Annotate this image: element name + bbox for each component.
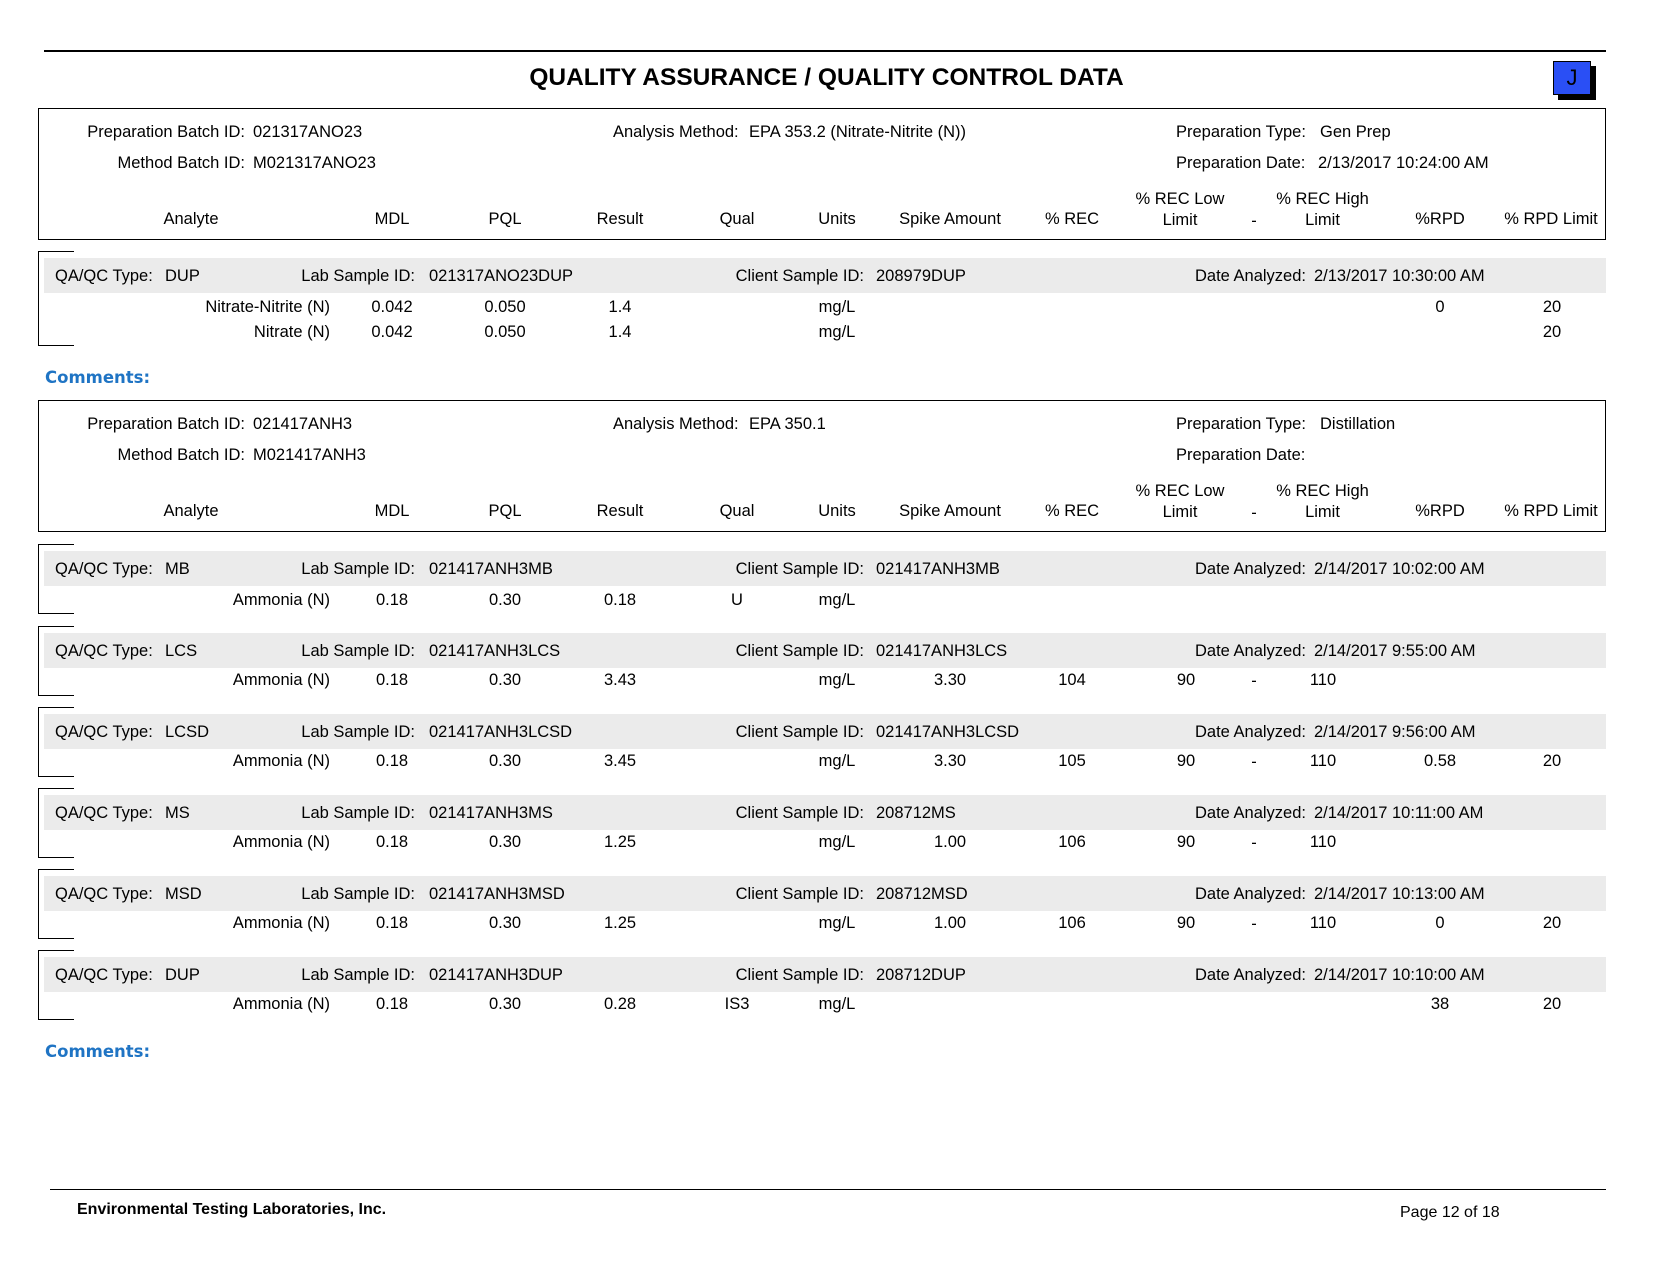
lab-sample-label: Lab Sample ID: bbox=[301, 804, 415, 822]
prep-batch-id: 021317ANO23 bbox=[253, 123, 363, 141]
client-sample-label: Client Sample ID: bbox=[735, 966, 864, 984]
qaqc-type: LCSD bbox=[165, 723, 210, 741]
col-mdl: MDL bbox=[374, 502, 410, 520]
row-analyte: Ammonia (N) bbox=[232, 671, 330, 689]
col-analyte: Analyte bbox=[163, 210, 219, 228]
row-analyte: Nitrate-Nitrite (N) bbox=[205, 298, 330, 316]
row-result: 0.28 bbox=[603, 995, 637, 1013]
row-analyte: Ammonia (N) bbox=[232, 591, 330, 609]
analysis-method: EPA 350.1 bbox=[749, 415, 826, 433]
row-mdl: 0.18 bbox=[375, 671, 409, 689]
method-batch-label: Method Batch ID: bbox=[117, 446, 245, 464]
row-mdl: 0.18 bbox=[375, 752, 409, 770]
client-sample-label: Client Sample ID: bbox=[735, 267, 864, 285]
prep-batch-id: 021417ANH3 bbox=[253, 415, 353, 433]
qaqc-type: DUP bbox=[165, 966, 200, 984]
row-spike: 1.00 bbox=[933, 833, 967, 851]
row-rpd-limit: 20 bbox=[1542, 298, 1562, 316]
col-rec-high-limit: Limit bbox=[1305, 211, 1340, 229]
row-rpd-limit: 20 bbox=[1542, 752, 1562, 770]
row-rpd: 0 bbox=[1435, 298, 1445, 316]
lab-sample-id: 021417ANH3MB bbox=[429, 560, 553, 578]
col-rec-low: % REC Low bbox=[1135, 190, 1225, 208]
logo-letter: J bbox=[1553, 61, 1591, 95]
comments-label: Comments: bbox=[45, 1042, 151, 1061]
col-result: Result bbox=[596, 502, 644, 520]
method-batch-id: M021317ANO23 bbox=[253, 154, 376, 172]
col-spike-amount: Spike Amount bbox=[899, 210, 1001, 228]
date-analyzed-label: Date Analyzed: bbox=[1195, 642, 1306, 660]
row-mdl: 0.042 bbox=[371, 298, 413, 316]
date-analyzed: 2/13/2017 10:30:00 AM bbox=[1314, 267, 1485, 285]
row-result: 1.25 bbox=[603, 914, 637, 932]
qaqc-type: DUP bbox=[165, 267, 200, 285]
row-result: 1.4 bbox=[608, 323, 632, 341]
row-spike: 1.00 bbox=[933, 914, 967, 932]
row-dash: - bbox=[1251, 915, 1257, 933]
client-sample-label: Client Sample ID: bbox=[735, 642, 864, 660]
row-qual: U bbox=[731, 591, 743, 609]
client-sample-id: 208712MSD bbox=[876, 885, 968, 903]
col-rec-low-limit: Limit bbox=[1162, 503, 1198, 521]
row-mdl: 0.18 bbox=[375, 914, 409, 932]
lab-sample-label: Lab Sample ID: bbox=[301, 885, 415, 903]
row-result: 1.25 bbox=[603, 833, 637, 851]
col-analyte: Analyte bbox=[163, 502, 219, 520]
row-rpd-limit: 20 bbox=[1542, 323, 1562, 341]
col-qual: Qual bbox=[719, 210, 755, 228]
col-result: Result bbox=[596, 210, 644, 228]
row-rpd: 38 bbox=[1430, 995, 1450, 1013]
row-rec-low: 90 bbox=[1176, 833, 1196, 851]
qaqc-type: MS bbox=[165, 804, 190, 822]
row-rec-high: 110 bbox=[1309, 914, 1337, 932]
row-rec-low: 90 bbox=[1176, 914, 1196, 932]
qaqc-type-label: QA/QC Type: bbox=[55, 642, 153, 660]
col-units: Units bbox=[818, 502, 856, 520]
lab-sample-id: 021417ANH3MSD bbox=[429, 885, 565, 903]
row-pql: 0.050 bbox=[484, 298, 526, 316]
row-rec: 104 bbox=[1058, 671, 1086, 689]
client-sample-id: 208979DUP bbox=[876, 267, 966, 285]
row-units: mg/L bbox=[818, 752, 856, 770]
prep-date: 2/13/2017 10:24:00 AM bbox=[1318, 154, 1489, 172]
client-sample-id: 208712DUP bbox=[876, 966, 966, 984]
row-rec-high: 110 bbox=[1309, 671, 1337, 689]
row-rec: 105 bbox=[1058, 752, 1086, 770]
row-mdl: 0.18 bbox=[375, 591, 409, 609]
col-dash: - bbox=[1251, 504, 1257, 522]
lab-logo bbox=[1553, 61, 1591, 97]
row-units: mg/L bbox=[818, 298, 856, 316]
col-rec-high: % REC High bbox=[1276, 190, 1369, 208]
col-rpd: %RPD bbox=[1415, 210, 1465, 228]
row-pql: 0.30 bbox=[488, 995, 522, 1013]
date-analyzed-label: Date Analyzed: bbox=[1195, 267, 1306, 285]
prep-date-label: Preparation Date: bbox=[1176, 154, 1306, 172]
date-analyzed: 2/14/2017 10:13:00 AM bbox=[1314, 885, 1485, 903]
qaqc-type-label: QA/QC Type: bbox=[55, 560, 153, 578]
col-dash: - bbox=[1251, 212, 1257, 230]
row-pql: 0.30 bbox=[488, 833, 522, 851]
row-analyte: Nitrate (N) bbox=[253, 323, 330, 341]
qaqc-type-label: QA/QC Type: bbox=[55, 723, 153, 741]
lab-sample-label: Lab Sample ID: bbox=[301, 560, 415, 578]
qaqc-type-label: QA/QC Type: bbox=[55, 966, 153, 984]
lab-sample-label: Lab Sample ID: bbox=[301, 267, 415, 285]
row-pql: 0.30 bbox=[488, 914, 522, 932]
prep-type: Gen Prep bbox=[1320, 123, 1391, 141]
date-analyzed-label: Date Analyzed: bbox=[1195, 723, 1306, 741]
date-analyzed: 2/14/2017 10:10:00 AM bbox=[1314, 966, 1485, 984]
row-analyte: Ammonia (N) bbox=[232, 752, 330, 770]
prep-batch-label: Preparation Batch ID: bbox=[87, 415, 245, 433]
row-pql: 0.050 bbox=[484, 323, 526, 341]
row-units: mg/L bbox=[818, 833, 856, 851]
prep-batch-label: Preparation Batch ID: bbox=[87, 123, 245, 141]
row-spike: 3.30 bbox=[933, 752, 967, 770]
col-rec-low-limit: Limit bbox=[1162, 211, 1198, 229]
date-analyzed: 2/14/2017 9:56:00 AM bbox=[1314, 723, 1476, 741]
lab-sample-id: 021317ANO23DUP bbox=[429, 267, 574, 285]
row-result: 0.18 bbox=[603, 591, 637, 609]
col-rec-low: % REC Low bbox=[1135, 482, 1225, 500]
row-rpd-limit: 20 bbox=[1542, 914, 1562, 932]
lab-sample-label: Lab Sample ID: bbox=[301, 723, 415, 741]
prep-type-label: Preparation Type: bbox=[1176, 415, 1306, 433]
row-rec: 106 bbox=[1058, 914, 1086, 932]
prep-type-label: Preparation Type: bbox=[1176, 123, 1306, 141]
row-dash: - bbox=[1251, 672, 1257, 690]
qaqc-type: MSD bbox=[165, 885, 202, 903]
col-rec-high-limit: Limit bbox=[1305, 503, 1340, 521]
date-analyzed-label: Date Analyzed: bbox=[1195, 885, 1306, 903]
top-rule bbox=[44, 50, 1606, 52]
row-mdl: 0.18 bbox=[375, 833, 409, 851]
row-units: mg/L bbox=[818, 323, 856, 341]
prep-type: Distillation bbox=[1320, 415, 1396, 433]
client-sample-label: Client Sample ID: bbox=[735, 560, 864, 578]
client-sample-id: 208712MS bbox=[876, 804, 956, 822]
col-pql: PQL bbox=[488, 210, 522, 228]
client-sample-id: 021417ANH3LCS bbox=[876, 642, 1008, 660]
col-rec: % REC bbox=[1044, 210, 1100, 228]
col-rec-high: % REC High bbox=[1276, 482, 1369, 500]
row-dash: - bbox=[1251, 753, 1257, 771]
row-rec-high: 110 bbox=[1309, 752, 1337, 770]
qaqc-type-label: QA/QC Type: bbox=[55, 804, 153, 822]
date-analyzed: 2/14/2017 9:55:00 AM bbox=[1314, 642, 1476, 660]
lab-sample-id: 021417ANH3DUP bbox=[429, 966, 563, 984]
row-mdl: 0.042 bbox=[371, 323, 413, 341]
qaqc-type: LCS bbox=[165, 642, 198, 660]
row-rec-low: 90 bbox=[1176, 671, 1196, 689]
row-units: mg/L bbox=[818, 591, 856, 609]
row-analyte: Ammonia (N) bbox=[232, 833, 330, 851]
row-analyte: Ammonia (N) bbox=[232, 995, 330, 1013]
row-rec: 106 bbox=[1058, 833, 1086, 851]
lab-sample-id: 021417ANH3LCS bbox=[429, 642, 561, 660]
row-rpd: 0.58 bbox=[1423, 752, 1457, 770]
date-analyzed: 2/14/2017 10:02:00 AM bbox=[1314, 560, 1485, 578]
row-result: 1.4 bbox=[608, 298, 632, 316]
analysis-method-label: Analysis Method: bbox=[613, 123, 739, 141]
footer-company: Environmental Testing Laboratories, Inc. bbox=[77, 1201, 387, 1218]
col-rec: % REC bbox=[1044, 502, 1100, 520]
qaqc-type: MB bbox=[165, 560, 190, 578]
prep-date-label: Preparation Date: bbox=[1176, 446, 1306, 464]
lab-sample-id: 021417ANH3LCSD bbox=[429, 723, 573, 741]
page-title: QUALITY ASSURANCE / QUALITY CONTROL DATA bbox=[529, 64, 1124, 91]
col-rpd: %RPD bbox=[1415, 502, 1465, 520]
qaqc-type-label: QA/QC Type: bbox=[55, 267, 153, 285]
row-spike: 3.30 bbox=[933, 671, 967, 689]
page-number: Page 12 of 18 bbox=[1400, 1204, 1500, 1221]
comments-label: Comments: bbox=[45, 368, 151, 387]
client-sample-label: Client Sample ID: bbox=[735, 723, 864, 741]
col-spike-amount: Spike Amount bbox=[899, 502, 1001, 520]
row-result: 3.45 bbox=[603, 752, 637, 770]
col-rpd-limit: % RPD Limit bbox=[1504, 210, 1598, 228]
date-analyzed-label: Date Analyzed: bbox=[1195, 560, 1306, 578]
date-analyzed-label: Date Analyzed: bbox=[1195, 966, 1306, 984]
method-batch-id: M021417ANH3 bbox=[253, 446, 366, 464]
row-pql: 0.30 bbox=[488, 752, 522, 770]
qaqc-type-label: QA/QC Type: bbox=[55, 885, 153, 903]
row-rec-high: 110 bbox=[1309, 833, 1337, 851]
footer-rule bbox=[50, 1189, 1606, 1190]
row-units: mg/L bbox=[818, 914, 856, 932]
row-units: mg/L bbox=[818, 671, 856, 689]
row-pql: 0.30 bbox=[488, 671, 522, 689]
lab-sample-id: 021417ANH3MS bbox=[429, 804, 553, 822]
row-units: mg/L bbox=[818, 995, 856, 1013]
row-rec-low: 90 bbox=[1176, 752, 1196, 770]
row-qual: IS3 bbox=[724, 995, 750, 1013]
col-units: Units bbox=[818, 210, 856, 228]
client-sample-label: Client Sample ID: bbox=[735, 804, 864, 822]
row-pql: 0.30 bbox=[488, 591, 522, 609]
date-analyzed: 2/14/2017 10:11:00 AM bbox=[1314, 804, 1484, 822]
method-batch-label: Method Batch ID: bbox=[117, 154, 245, 172]
row-rpd-limit: 20 bbox=[1542, 995, 1562, 1013]
col-pql: PQL bbox=[488, 502, 522, 520]
col-rpd-limit: % RPD Limit bbox=[1504, 502, 1598, 520]
client-sample-id: 021417ANH3LCSD bbox=[876, 723, 1020, 741]
client-sample-id: 021417ANH3MB bbox=[876, 560, 1000, 578]
row-mdl: 0.18 bbox=[375, 995, 409, 1013]
col-mdl: MDL bbox=[374, 210, 410, 228]
row-result: 3.43 bbox=[603, 671, 637, 689]
row-rpd: 0 bbox=[1435, 914, 1445, 932]
row-analyte: Ammonia (N) bbox=[232, 914, 330, 932]
col-qual: Qual bbox=[719, 502, 755, 520]
client-sample-label: Client Sample ID: bbox=[735, 885, 864, 903]
analysis-method: EPA 353.2 (Nitrate-Nitrite (N)) bbox=[749, 123, 966, 141]
lab-sample-label: Lab Sample ID: bbox=[301, 966, 415, 984]
row-dash: - bbox=[1251, 834, 1257, 852]
lab-sample-label: Lab Sample ID: bbox=[301, 642, 415, 660]
analysis-method-label: Analysis Method: bbox=[613, 415, 739, 433]
date-analyzed-label: Date Analyzed: bbox=[1195, 804, 1306, 822]
